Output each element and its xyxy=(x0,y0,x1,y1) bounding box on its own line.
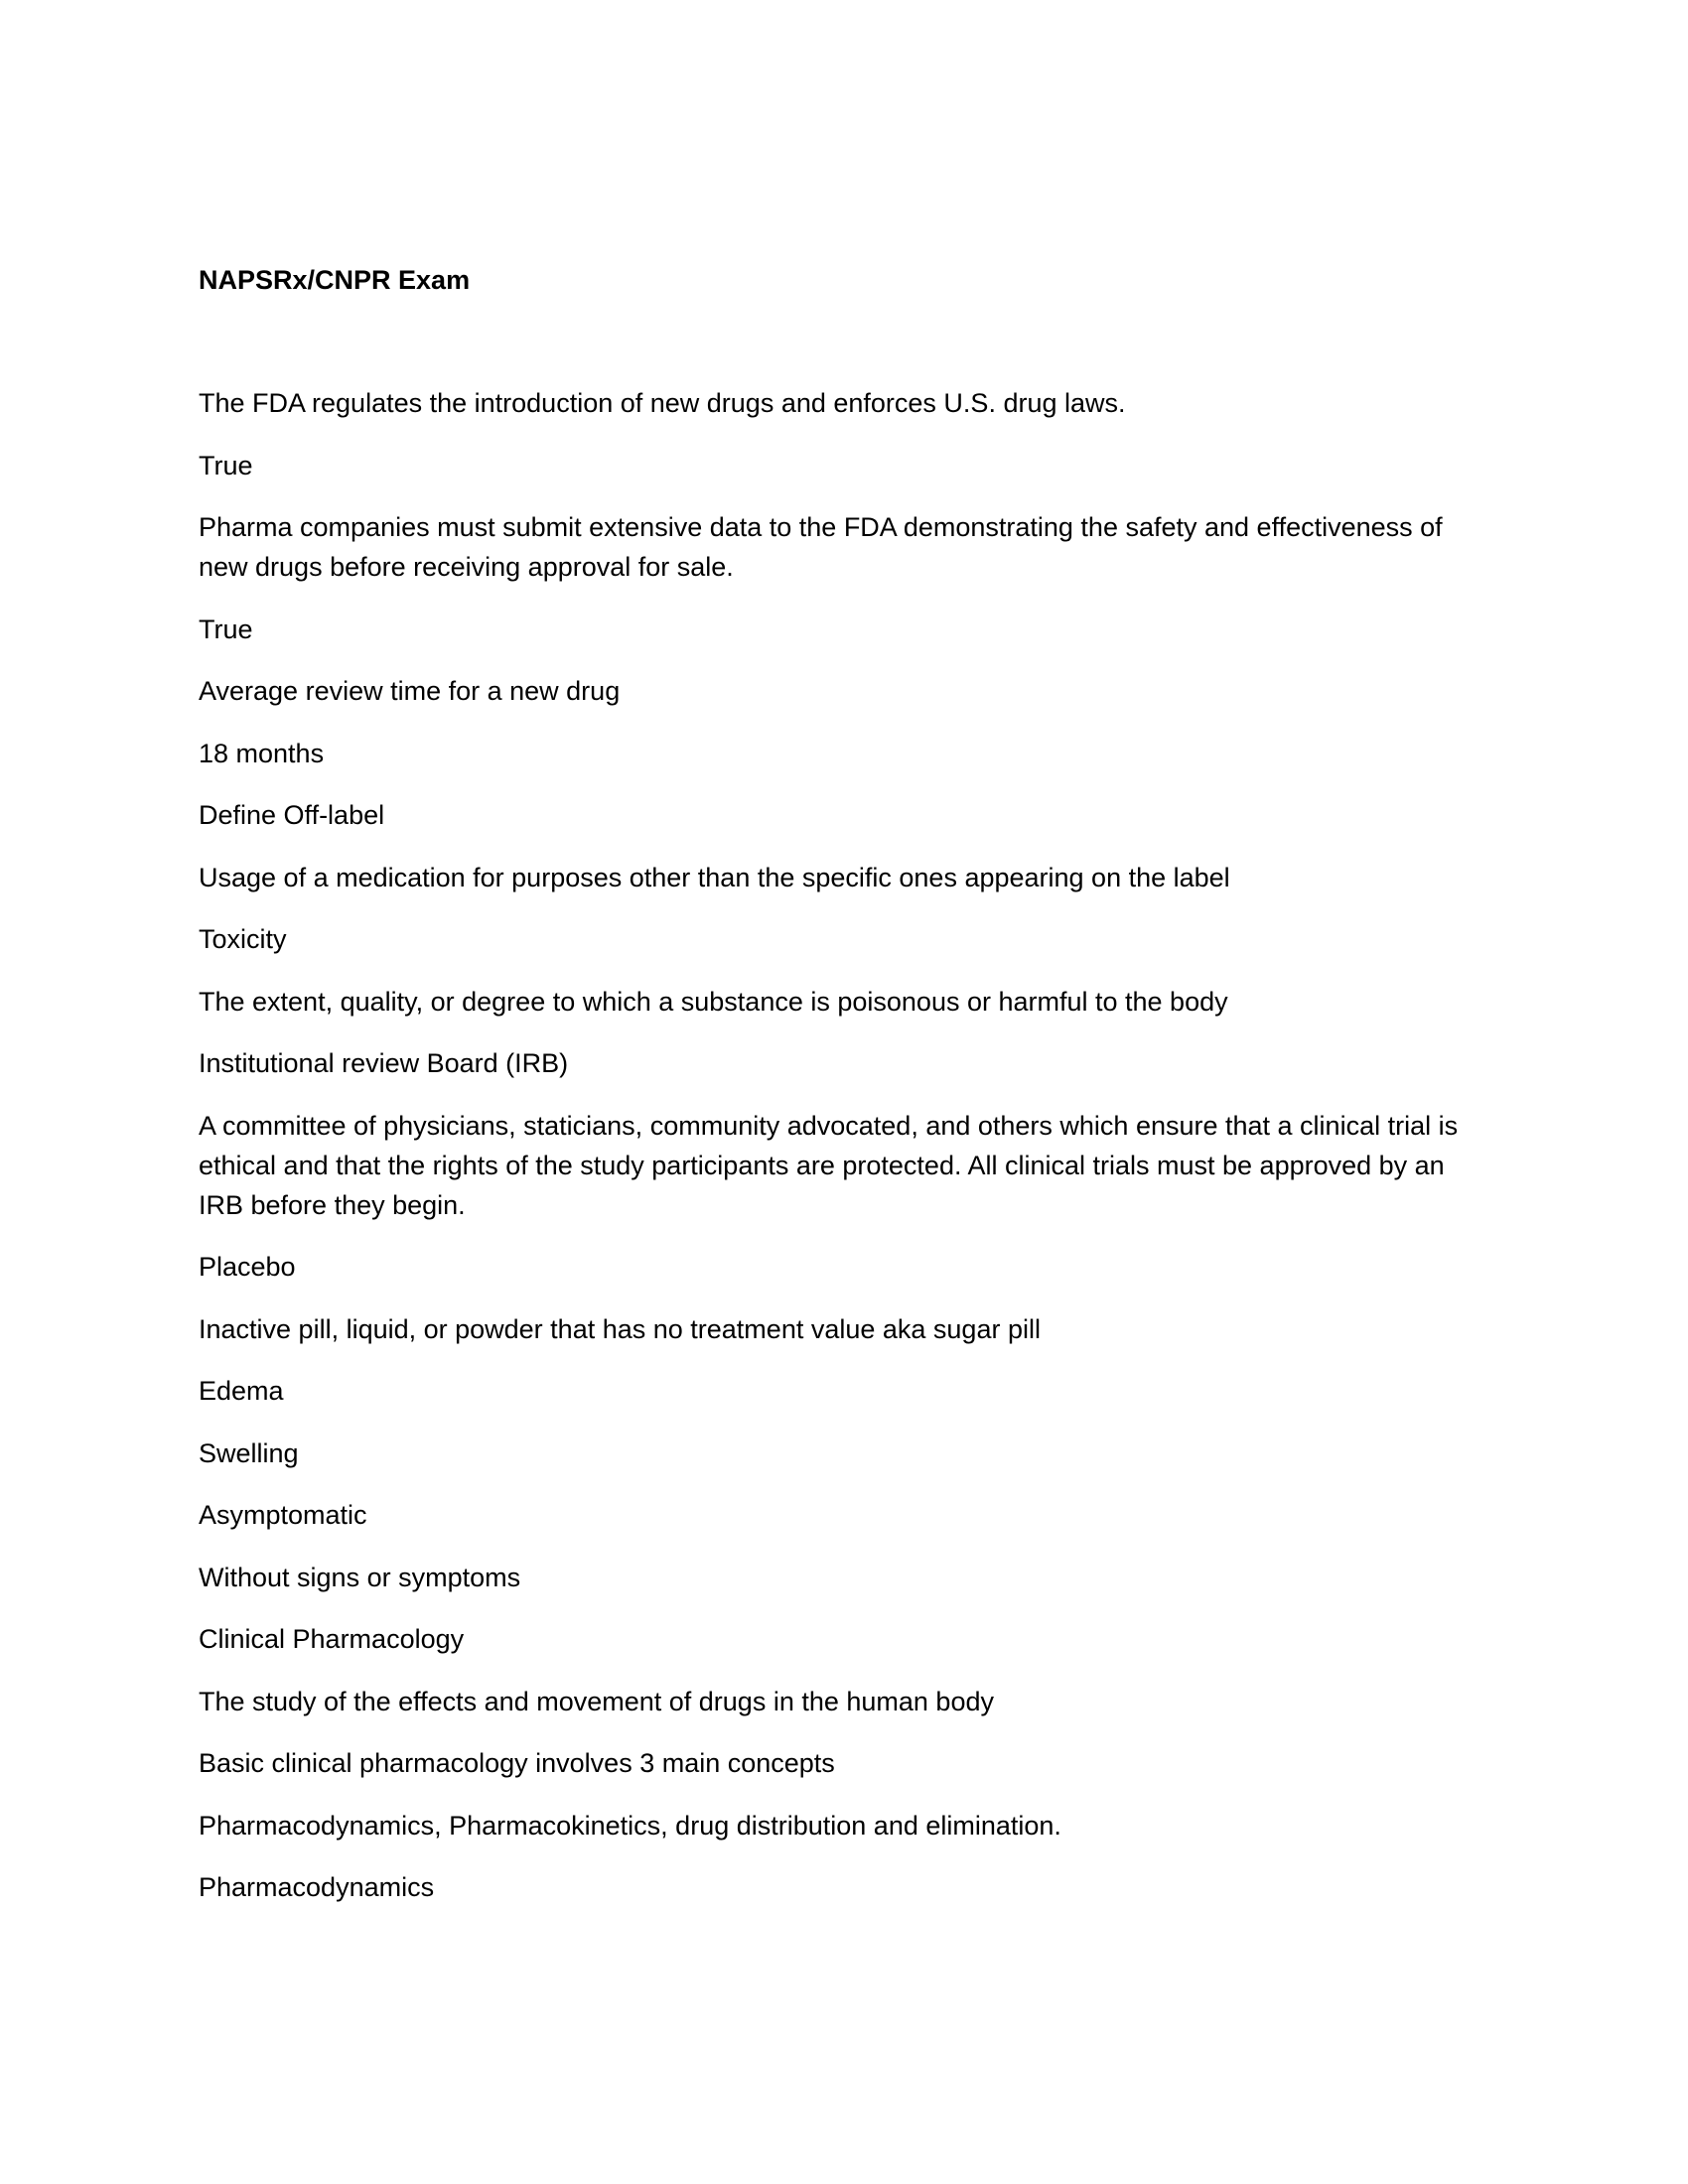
paragraph: Without signs or symptoms xyxy=(199,1562,521,1592)
paragraph: True xyxy=(199,614,253,644)
paragraph: 18 months xyxy=(199,738,325,768)
paragraph: Pharma companies must submit extensive data to the FDA demonstrating the safety and effectiveness of new drugs before receiving approval for sale. xyxy=(199,512,1443,582)
paragraph: Usage of a medication for purposes other than the specific ones appearing on the label xyxy=(199,862,1230,892)
paragraph: Asymptomatic xyxy=(199,1500,367,1530)
paragraph: Pharmacodynamics xyxy=(199,1872,435,1902)
paragraph: The study of the effects and movement of drugs in the human body xyxy=(199,1686,994,1716)
paragraph: Inactive pill, liquid, or powder that has no treatment value aka sugar pill xyxy=(199,1313,1041,1344)
paragraph: Institutional review Board (IRB) xyxy=(199,1048,569,1078)
paragraph: The FDA regulates the introduction of new drugs and enforces U.S. drug laws. xyxy=(199,388,1126,418)
paragraph: Toxicity xyxy=(199,924,287,954)
paragraph: The extent, quality, or degree to which a substance is poisonous or harmful to the body xyxy=(199,986,1228,1017)
document-body xyxy=(199,260,1489,1930)
paragraph: True xyxy=(199,450,253,480)
paragraph: A committee of physicians, staticians, community advocated, and others which ensure that a clinical trial is ethical and that the rights of the study participants are protected. All clinical trials must be approved by an IRB before they begin. xyxy=(199,1110,1459,1220)
paragraph: Swelling xyxy=(199,1437,299,1468)
paragraph: Clinical Pharmacology xyxy=(199,1624,465,1654)
paragraph: Pharmacodynamics, Pharmacokinetics, drug distribution and elimination. xyxy=(199,1810,1061,1841)
paragraph: Edema xyxy=(199,1376,284,1406)
paragraph: Basic clinical pharmacology involves 3 main concepts xyxy=(199,1748,835,1778)
document-title: NAPSRx/CNPR Exam xyxy=(199,265,471,295)
paragraph: Placebo xyxy=(199,1252,296,1282)
paragraph: Define Off-label xyxy=(199,800,385,830)
paragraph: Average review time for a new drug xyxy=(199,676,621,706)
